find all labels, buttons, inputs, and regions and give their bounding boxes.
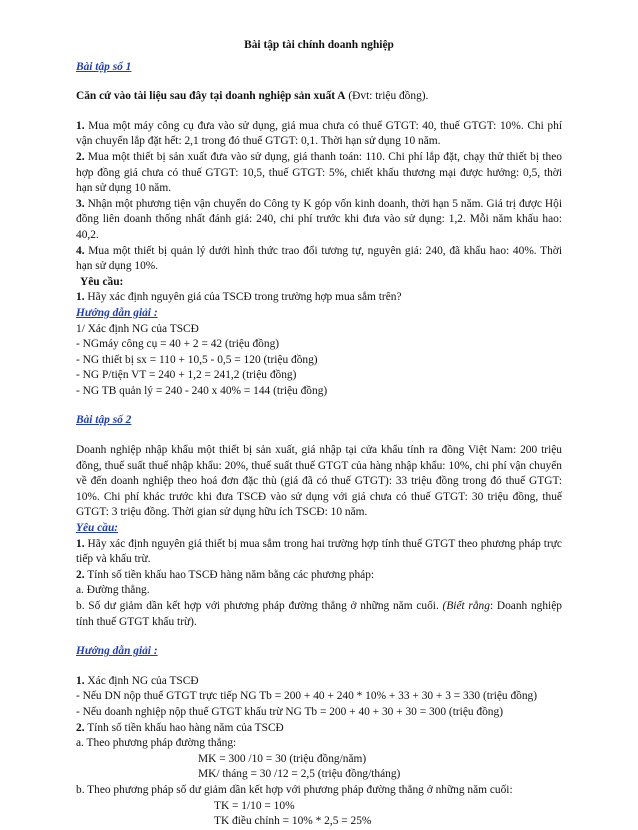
exercise-1-guide-heading: Hướng dẫn giải : — [76, 306, 158, 319]
solution-2a: a. Theo phương pháp đường thẳng: — [76, 737, 237, 750]
exercise-1-item-1: 1. Mua một máy công cụ đưa vào sử dụng, giá mua chưa có thuế GTGT: 40, thuế GTGT: 10%. Chi phí vận chuyển lắp đặt hết: 2,1 trong đó thuế GTGT: 0,1. Thời hạn sử dụng 10 năm. — [76, 119, 562, 148]
formula-tk: TK = 1/10 = 10% — [214, 799, 295, 812]
guide-line: - NG thiết bị sx = 110 + 10,5 - 0,5 = 120 (triệu đồng) — [76, 353, 318, 366]
exercise-2-requirement-2: 2. Tính số tiền khấu hao TSCĐ hàng năm bằng các phương pháp: — [76, 568, 375, 581]
exercise-2-heading: Bài tập số 2 — [76, 414, 132, 427]
solution-1-deduct: - Nếu doanh nghiệp nộp thuế GTGT khấu trừ NG Tb = 200 + 40 + 30 + 30 = 300 (triệu đồng) — [76, 705, 503, 718]
exercise-1-requirement-label: Yêu cầu: — [80, 275, 124, 288]
exercise-1-intro: Căn cứ vào tài liệu sau đây tại doanh nghiệp sản xuất A (Đvt: triệu đồng). — [76, 90, 429, 103]
solution-1-direct: - Nếu DN nộp thuế GTGT trực tiếp NG Tb = 200 + 40 + 240 * 10% + 33 + 30 + 3 = 330 (triệu đồng) — [76, 690, 538, 703]
guide-line: - NGmáy công cụ = 40 + 2 = 42 (triệu đồng) — [76, 338, 280, 351]
guide-line: 1/ Xác định NG của TSCĐ — [76, 322, 199, 335]
exercise-2-body: Doanh nghiệp nhập khẩu một thiết bị sản xuất, giá nhập tại cửa khẩu tính ra đồng Việt Nam: 200 triệu đồng, thuế suất thuế nhập khẩu: 20%, thuế suất thuế GTGT của hàng nhập khẩu: 10%, chi phí vận chuyển về đến doanh nghiệp theo hoá đơn đặc thù (giá đã có thuế GTGT): 33 triệu đồng trong đó thuế GTGT: 10%. Chi phí khác trước khi đưa TSCĐ vào sử dụng với giá chưa có thuế GTGT: 30 triệu đồng, thuế GTGT: 3 triệu đồng. Thời gian sử dụng hữu ích TSCĐ: 10 năm. — [76, 444, 562, 519]
exercise-2-requirement-1: 1. Hãy xác định nguyên giá thiết bị mua sắm trong hai trường hợp tính thuế GTGT theo phương pháp trực tiếp và khấu trừ. — [76, 537, 562, 566]
exercise-2-requirement-label: Yêu cầu: — [76, 522, 119, 535]
guide-line: - NG P/tiện VT = 240 + 1,2 = 241,2 (triệu đồng) — [76, 369, 297, 382]
formula-mk-month: MK/ tháng = 30 /12 = 2,5 (triệu đồng/tháng) — [198, 768, 401, 781]
formula-mk-year: MK = 300 /10 = 30 (triệu đồng/năm) — [198, 752, 367, 765]
solution-1-title: 1. Xác định NG của TSCĐ — [76, 674, 199, 687]
exercise-1-heading: Bài tập số 1 — [76, 60, 132, 73]
guide-line: - NG TB quản lý = 240 - 240 x 40% = 144 (triệu đồng) — [76, 384, 328, 397]
solution-2-title: 2. Tính số tiền khấu hao hàng năm của TSCĐ — [76, 721, 284, 734]
exercise-1-item-4: 4. Mua một thiết bị quản lý dưới hình thức trao đổi tương tự, nguyên giá: 240, đã khấu hao: 40%. Thời hạn sử dụng 10%. — [76, 244, 562, 273]
exercise-1-item-3: 3. Nhận một phương tiện vận chuyển do Công ty K góp vốn kinh doanh, thời hạn 5 năm. Giá trị được Hội đồng liên doanh thống nhất đánh giá: 240, chi phí trước khi đưa vào sử dụng: 1,2. Mỗi năm khấu hao: 40,2. — [76, 197, 562, 241]
solution-2b: b. Theo phương pháp số dư giảm dần kết hợp với phương pháp đường thẳng ở những năm cuối: — [76, 783, 513, 796]
exercise-1-item-2: 2. Mua một thiết bị sản xuất đưa vào sử dụng, giá thanh toán: 110. Chi phí lắp đặt, chạy thử thiết bị theo hợp đồng giá chưa có thuế GTGT: 10,5, thuế GTGT: 5%, chiết khấu thương mại được hưởng: 0,5, thời hạn sử dụng 10 năm. — [76, 150, 562, 195]
exercise-2-guide-heading: Hướng dẫn giải : — [76, 645, 158, 658]
formula-tk-adjusted: TK điều chỉnh = 10% * 2,5 = 25% — [214, 815, 372, 828]
exercise-2-requirement-2b: b. Số dư giảm dần kết hợp với phương pháp đường thẳng ở những năm cuối. (Biết rằng: Doanh nghiệp tính thuế GTGT khấu trừ). — [76, 600, 562, 628]
exercise-2-requirement-2a: a. Đường thẳng. — [76, 584, 150, 597]
exercise-1-requirement: 1. Hãy xác định nguyên giá của TSCĐ trong trường hợp mua sắm trên? — [76, 291, 402, 304]
document-title: Bài tập tài chính doanh nghiệp — [244, 39, 394, 51]
document-page — [76, 38, 562, 830]
